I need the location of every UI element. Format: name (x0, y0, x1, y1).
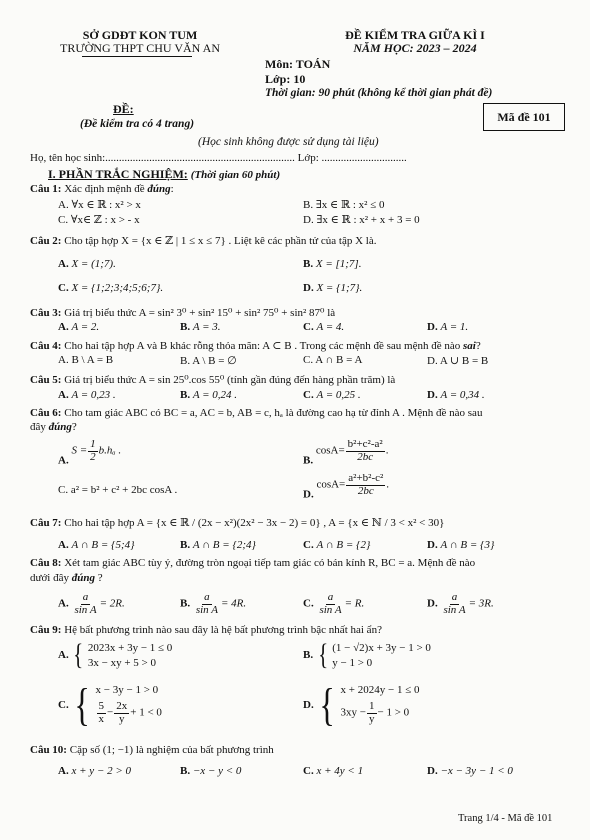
q1-option-b[interactable]: B. ∃x ∈ ℝ : x² ≤ 0 (303, 199, 385, 211)
q7-option-a[interactable]: A. A ∩ B = {5;4} (58, 539, 135, 551)
exam-code-box: Mã đề 101 (483, 103, 565, 131)
school-year: NĂM HỌC: 2023 – 2024 (353, 41, 477, 55)
q8-option-d[interactable]: D. $\frac{a}{\text{sin A}}$ = 3R. (427, 591, 494, 616)
question-9: Câu 9: Hệ bất phương trình nào sau đây là hệ bất phương trình bậc nhất hai ẩn? (30, 624, 382, 636)
question-7: Câu 7: Cho hai tập hợp A = {x ∈ ℝ / (2x − x²)(2x² − 3x − 2) = 0} , A = {x ∈ ℕ / 3 < x² < 30} (30, 517, 445, 529)
q10-option-c[interactable]: C. x + 4y < 1 (303, 765, 364, 777)
q8-option-c[interactable]: C. $\frac{a}{\text{sin A}}$ = R. (303, 591, 365, 616)
q6-option-d[interactable]: D. cosA= $\frac{\text{a²+b²-c²}}{2bc}$ . (303, 472, 390, 501)
q9-option-b[interactable]: B. { (1 − √2)x + 3y − 1 > 0 y − 1 > 0 (303, 638, 431, 671)
question-10: Câu 10: Cặp số (1; −1) là nghiệm của bất phương trình (30, 744, 274, 756)
q10-option-d[interactable]: D. −x − 3y − 1 < 0 (427, 765, 513, 777)
q10-option-a[interactable]: A. x + y − 2 > 0 (58, 765, 131, 777)
header-rule (82, 56, 192, 57)
grade: Lớp: 10 (265, 72, 306, 86)
q1-option-a[interactable]: A. ∀x ∈ ℝ : x² > x (58, 199, 141, 211)
question-6: Câu 6: Cho tam giác ABC có BC = a, AC = b, AB = c, hₐ là đường cao hạ từ đỉnh A . Mệnh đề nào sau (30, 407, 483, 419)
q6-option-c[interactable]: C. a² = b² + c² + 2bc cosA . (58, 484, 178, 496)
q4-option-c[interactable]: C. A ∩ B = A (303, 354, 363, 366)
question-8: Câu 8: Xét tam giác ABC tùy ý, đường tròn ngoại tiếp tam giác có bán kính R, BC = a. Mệnh đề nào (30, 557, 476, 569)
school-name: TRƯỜNG THPT CHU VĂN AN (60, 41, 220, 55)
q10-option-b[interactable]: B. −x − y < 0 (180, 765, 242, 777)
q6-option-b[interactable]: B. cosA= $\frac{\text{b²+c²-a²}}{2bc}$ . (303, 438, 389, 467)
q7-option-b[interactable]: B. A ∩ B = {2;4} (180, 539, 256, 551)
q3-option-a[interactable]: A. A = 2. (58, 321, 100, 333)
exam-time: Thời gian: 90 phút (không kể thời gian phát đề) (265, 87, 493, 99)
q7-option-d[interactable]: D. A ∩ B = {3} (427, 539, 495, 551)
question-2: Câu 2: Cho tập hợp X = {x ∈ ℤ | 1 ≤ x ≤ 7} . Liệt kê các phần tử của tập X là. (30, 235, 377, 247)
de-label: ĐỀ: (113, 102, 134, 116)
q2-option-c[interactable]: C. X = {1;2;3;4;5;6;7}. (58, 282, 164, 294)
student-name-line: Họ, tên học sinh:..................................................................... Lớp: ............................... (30, 152, 407, 164)
q2-option-a[interactable]: A. X = (1;7). (58, 258, 116, 270)
q2-option-d[interactable]: D. X = {1;7}. (303, 282, 363, 294)
q5-option-c[interactable]: C. A = 0,25 . (303, 389, 361, 401)
q7-option-c[interactable]: C. A ∩ B = {2} (303, 539, 371, 551)
q4-option-b[interactable]: B. A \ B = ∅ (180, 355, 237, 367)
subject: Môn: TOÁN (265, 57, 331, 71)
no-documents-note: (Học sinh không được sử dụng tài liệu) (198, 136, 379, 148)
q3-option-b[interactable]: B. A = 3. (180, 321, 221, 333)
question-5: Câu 5: Giá trị biểu thức A = sin 25⁰.cos 55⁰ (tính gần đúng đến hàng phần trăm) là (30, 374, 396, 386)
q9-option-c[interactable]: C. { x − 3y − 1 > 0 $\frac{5}{x}$ − $\frac{2x}{y}$ + 1 < 0 (58, 679, 162, 730)
q9-option-a[interactable]: A. { 2023x + 3y − 1 ≤ 0 3x − xy + 5 > 0 (58, 638, 173, 671)
q2-option-b[interactable]: B. X = [1;7]. (303, 258, 362, 270)
page-footer: Trang 1/4 - Mã đề 101 (458, 813, 553, 824)
q9-option-d[interactable]: D. { x + 2024y − 1 ≤ 0 3xy − $\frac{1}{y}$ − 1 > 0 (303, 679, 420, 730)
question-3: Câu 3: Giá trị biểu thức A = sin² 3⁰ + sin² 15⁰ + sin² 75⁰ + sin² 87⁰ là (30, 307, 336, 319)
q5-option-d[interactable]: D. A = 0,34 . (427, 389, 485, 401)
question-1: Câu 1: Xác định mệnh đề đúng: (30, 183, 174, 195)
q3-option-d[interactable]: D. A = 1. (427, 321, 469, 333)
question-6-cont: đây đúng? (30, 421, 77, 433)
q5-option-a[interactable]: A. A = 0,23 . (58, 389, 116, 401)
q8-option-b[interactable]: B. $\frac{a}{\text{sin A}}$ = 4R. (180, 591, 247, 616)
q1-option-d[interactable]: D. ∃x ∈ ℝ : x² + x + 3 = 0 (303, 214, 420, 226)
q4-option-d[interactable]: D. A ∪ B = B (427, 355, 489, 367)
department-name: SỞ GDĐT KON TUM (82, 28, 198, 42)
section-title: I. PHẦN TRẮC NGHIỆM: (Thời gian 60 phút) (48, 167, 281, 181)
question-8-cont: dưới đây đúng ? (30, 572, 103, 584)
q6-option-a[interactable]: A. S = $\frac{1}{2}$ b.hₐ . (58, 438, 122, 467)
q4-option-a[interactable]: A. B \ A = B (58, 354, 114, 366)
q5-option-b[interactable]: B. A = 0,24 . (180, 389, 238, 401)
question-4: Câu 4: Cho hai tập hợp A và B khác rỗng thỏa mãn: A ⊂ B . Trong các mệnh đề sau mệnh đề nào sai? (30, 340, 481, 352)
q8-option-a[interactable]: A. $\frac{a}{\text{sin A}}$ = 2R. (58, 591, 125, 616)
q3-option-c[interactable]: C. A = 4. (303, 321, 345, 333)
page-count-note: (Đề kiểm tra có 4 trang) (80, 118, 195, 130)
q1-option-c[interactable]: C. ∀x∈ ℤ : x > - x (58, 214, 140, 226)
exam-title: ĐỀ KIỂM TRA GIỮA KÌ I (345, 28, 485, 42)
